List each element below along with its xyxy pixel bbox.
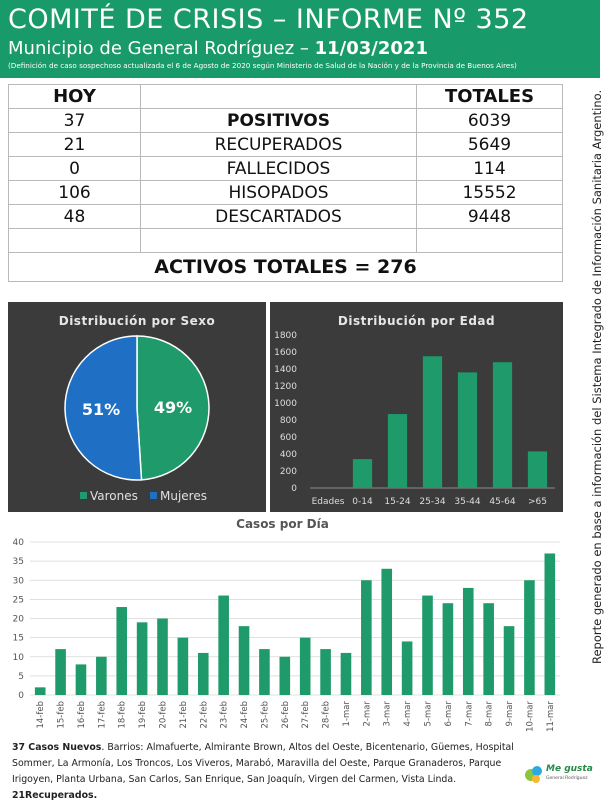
age-bar [458, 372, 477, 488]
y-tick-label: 15 [12, 633, 24, 644]
label-cell: HISOPADOS [141, 181, 417, 205]
footer-text [12, 740, 522, 804]
sex-distribution-panel [8, 302, 266, 512]
municipality-logo [522, 760, 592, 792]
y-tick-label: 30 [12, 576, 24, 587]
x-tick-label: 24-feb [240, 701, 251, 729]
x-tick-label: 22-feb [199, 701, 210, 729]
day-bar [402, 641, 413, 695]
hoy-cell: 37 [9, 109, 141, 133]
table-row [9, 205, 563, 229]
report-subtitle [8, 38, 428, 59]
legend-label: Varones [90, 489, 138, 503]
pie-data-label: 51% [81, 400, 121, 420]
col-hoy-header: HOY [9, 85, 141, 109]
x-tick-label: 19-feb [138, 701, 149, 729]
day-bar [545, 553, 556, 695]
day-bar [280, 657, 291, 695]
x-tick-label: 1-mar [341, 701, 352, 727]
source-note: Reporte generado en base a información del Sistema Integrado de Información Sanitaria Argentino. [590, 89, 604, 664]
x-tick-label: 45-64 [489, 497, 516, 507]
hoy-cell: 48 [9, 205, 141, 229]
x-tick-label: 8-mar [484, 701, 495, 727]
empty-cell [9, 229, 141, 253]
y-tick-label: 40 [12, 538, 24, 548]
new-cases-count: 37 Casos Nuevos [12, 742, 102, 753]
x-tick-label: 16-feb [76, 701, 87, 729]
x-tick-label: 25-feb [260, 701, 271, 729]
day-bar [504, 626, 515, 695]
y-tick-label: 800 [279, 416, 297, 426]
x-tick-label: >65 [528, 497, 547, 507]
hoy-cell: 21 [9, 133, 141, 157]
label-cell: RECUPERADOS [141, 133, 417, 157]
day-bar [55, 649, 66, 695]
empty-cell [141, 229, 417, 253]
y-tick-label: 0 [291, 484, 297, 494]
x-tick-label: 10-mar [525, 701, 536, 732]
legend-swatch [150, 492, 157, 499]
day-bar [320, 649, 331, 695]
day-bar [300, 638, 311, 695]
day-bar [259, 649, 270, 695]
day-bar [524, 580, 535, 695]
x-tick-label: 23-feb [219, 701, 230, 729]
x-tick-label: 27-feb [301, 701, 312, 729]
y-tick-label: 0 [18, 691, 24, 701]
municipality-label: Municipio de General Rodríguez – [8, 38, 315, 59]
day-bar [341, 653, 352, 695]
day-bar [483, 603, 494, 695]
y-tick-label: 1800 [274, 331, 297, 341]
day-bar [96, 657, 107, 695]
x-tick-label: 21-feb [178, 701, 189, 729]
day-bar [76, 664, 87, 695]
x-tick-label: 6-mar [443, 701, 454, 727]
total-cell: 5649 [417, 133, 563, 157]
x-tick-label: 35-44 [454, 497, 481, 507]
total-cell: 15552 [417, 181, 563, 205]
day-bar [198, 653, 209, 695]
age-bar [423, 356, 442, 488]
table-header-row [9, 85, 563, 109]
daily-bar-chart [0, 514, 565, 739]
day-bar [35, 687, 46, 695]
day-bar [116, 607, 127, 695]
x-tick-label: 7-mar [464, 701, 475, 727]
y-tick-label: 1400 [274, 365, 297, 375]
label-cell: FALLECIDOS [141, 157, 417, 181]
x-tick-label: 25-34 [419, 497, 446, 507]
day-bar [239, 626, 250, 695]
age-bar-chart [270, 302, 563, 512]
hoy-cell: 106 [9, 181, 141, 205]
age-bar [388, 414, 407, 488]
day-bar [361, 580, 372, 695]
y-tick-label: 25 [12, 595, 24, 606]
daily-chart-title: Casos por Día [236, 517, 329, 531]
x-tick-label: 15-feb [56, 701, 67, 729]
activos-totales: ACTIVOS TOTALES = 276 [9, 253, 563, 282]
pie-chart-title: Distribución por Sexo [58, 314, 216, 328]
recovered-count: 21Recuperados. [12, 790, 98, 801]
empty-cell [417, 229, 563, 253]
day-bar [463, 588, 474, 695]
label-cell: DESCARTADOS [141, 205, 417, 229]
logo-subtext: General Rodríguez [546, 776, 588, 781]
age-distribution-panel [270, 302, 563, 512]
y-tick-label: 20 [12, 614, 24, 625]
col-totales-header: TOTALES [417, 85, 563, 109]
table-row [9, 109, 563, 133]
x-tick-label: 4-mar [403, 701, 414, 727]
day-bar [157, 619, 168, 696]
day-bar [137, 622, 148, 695]
age-bar [353, 459, 372, 488]
table-row [9, 133, 563, 157]
total-cell: 114 [417, 157, 563, 181]
label-cell: POSITIVOS [141, 109, 417, 133]
x-tick-label: 9-mar [505, 701, 516, 727]
y-tick-label: 400 [279, 450, 297, 460]
x-tick-label: 15-24 [384, 497, 411, 507]
x-tick-label: 0-14 [352, 497, 373, 507]
x-tick-label: 5-mar [423, 701, 434, 727]
x-tick-label: 20-feb [158, 701, 169, 729]
report-header [0, 0, 600, 78]
day-bar [443, 603, 454, 695]
definition-note: (Definición de caso sospechoso actualizada el 6 de Agosto de 2020 según Ministerio de Salud de la Nación y de la Provincia de Buenos Aires) [8, 61, 517, 70]
x-tick-label: 3-mar [382, 701, 393, 727]
x-tick-label: 28-feb [321, 701, 332, 729]
x-tick-label: 26-feb [280, 701, 291, 729]
x-tick-label: 17-feb [97, 701, 108, 729]
report-date: 11/03/2021 [314, 38, 428, 59]
age-chart-title: Distribución por Edad [337, 314, 496, 328]
y-tick-label: 5 [18, 671, 24, 682]
hoy-cell: 0 [9, 157, 141, 181]
y-tick-label: 1000 [274, 399, 297, 409]
y-tick-label: 1200 [274, 382, 297, 392]
col-label-header [141, 85, 417, 109]
y-tick-label: 600 [279, 433, 297, 443]
y-tick-label: 35 [12, 557, 24, 568]
day-bar [381, 569, 392, 695]
total-cell: 9448 [417, 205, 563, 229]
y-tick-label: 200 [279, 467, 297, 477]
x-axis-title: Edades [311, 497, 345, 507]
table-row-empty [9, 229, 563, 253]
legend-label: Mujeres [160, 489, 207, 503]
day-bar [422, 596, 433, 695]
y-tick-label: 1600 [274, 348, 297, 358]
x-tick-label: 18-feb [117, 701, 128, 729]
age-bar [528, 451, 547, 488]
y-tick-label: 10 [12, 652, 24, 663]
sex-pie-chart [8, 302, 266, 512]
x-tick-label: 14-feb [36, 701, 47, 729]
total-cell: 6039 [417, 109, 563, 133]
report-title: COMITÉ DE CRISIS – INFORME Nº 352 [8, 4, 529, 35]
logo-text: Me gusta [546, 764, 593, 774]
pie-data-label: 49% [153, 397, 193, 417]
barrios-list: . Barrios: Almafuerte, Almirante Brown, Altos del Oeste, Bicentenario, Güemes, Hospital Sommer, La Armonía, Los Troncos, Los Viveros, Marabó, Maravilla del Oeste, Parque Granaderos, Parque Irigoyen, Planta Urbana, San Carlos, San Enrique, San Joaquín, Virgen del Carmen, Vista Linda. [12, 742, 514, 785]
table-row [9, 157, 563, 181]
table-row [9, 181, 563, 205]
age-bar [493, 362, 512, 488]
legend-swatch [80, 492, 87, 499]
daily-cases-panel [0, 514, 565, 739]
x-tick-label: 2-mar [362, 701, 373, 727]
activos-row [9, 253, 563, 282]
stats-table [8, 84, 563, 282]
day-bar [218, 596, 229, 695]
day-bar [178, 638, 189, 695]
x-tick-label: 11-mar [545, 701, 556, 732]
